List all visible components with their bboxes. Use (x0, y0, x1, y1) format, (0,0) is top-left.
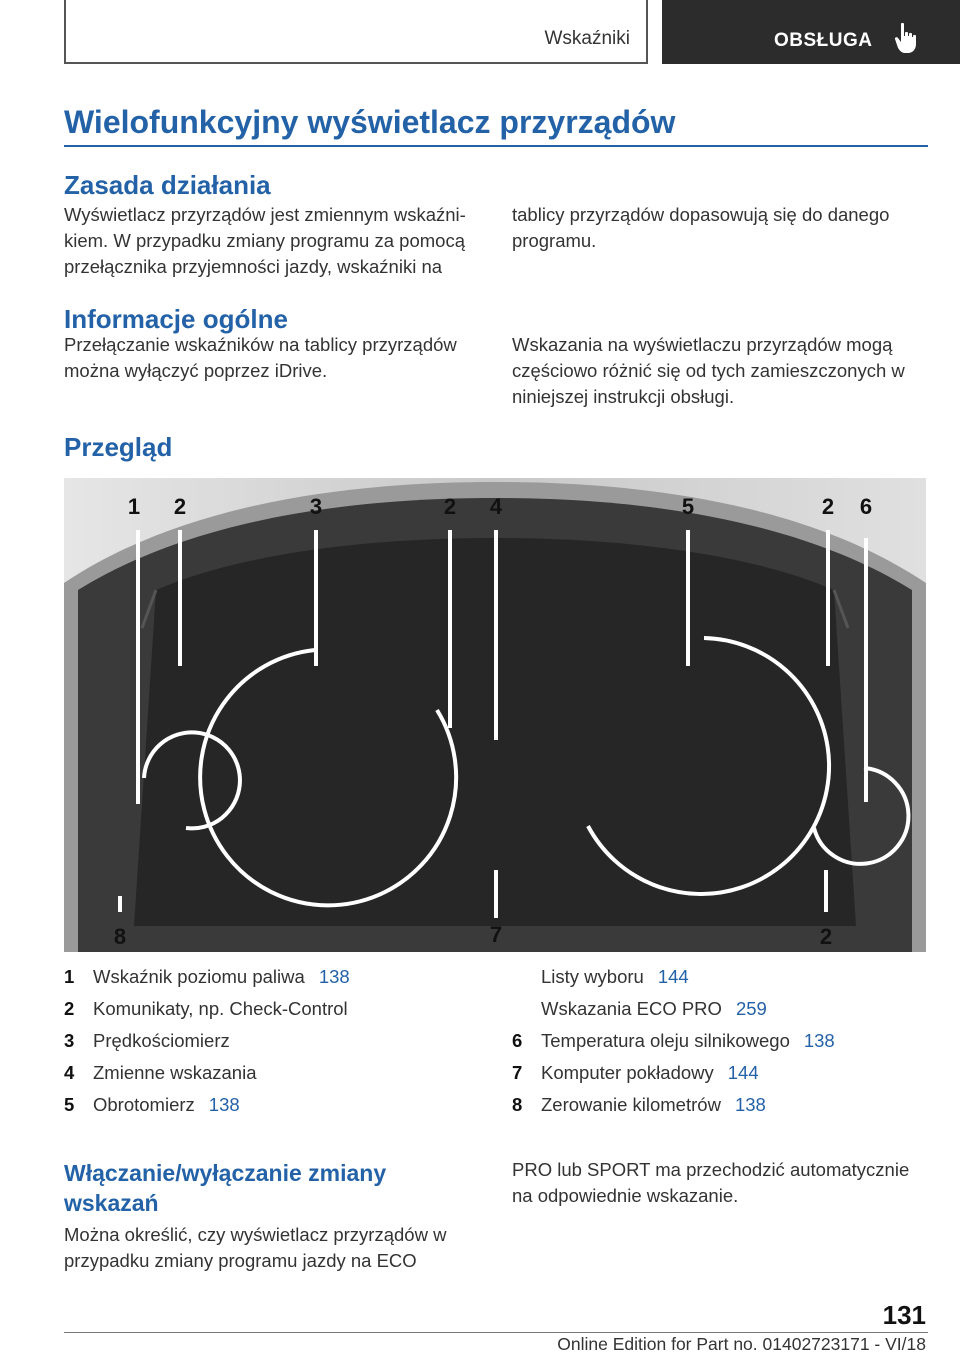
header-section-box (64, 0, 648, 64)
callout-label-3: 3 (309, 494, 323, 519)
legend-number: 7 (512, 1062, 523, 1083)
legend-number: 8 (512, 1094, 523, 1115)
legend-text: Komunikaty, np. Check-Control (93, 998, 348, 1019)
legend-number: 5 (64, 1094, 75, 1115)
paragraph-zasada-right: tablicy przyrządów dopasowują się do danego programu. (512, 204, 890, 251)
paragraph-zasada-left: Wyświetlacz przyrządów jest zmiennym wskaźni-kiem. W przypadku zmiany programu za pomocą przełącznika przyjemności jazdy, wskaźniki na (64, 204, 466, 277)
header-chapter-label: OBSŁUGA (774, 30, 873, 51)
paragraph-informacje-left: Przełączanie wskaźników na tablicy przyrządów można wyłączyć poprzez iDrive. (64, 334, 457, 381)
legend-number: 2 (64, 998, 75, 1019)
page-reference-link[interactable]: 138 (803, 1030, 835, 1051)
heading-informacje-ogolne: Informacje ogólne (64, 304, 288, 334)
legend-item (512, 1089, 928, 1121)
legend-list-right (512, 961, 928, 1121)
legend-text: Temperatura oleju silnikowego (541, 1030, 790, 1051)
legend-item (64, 1089, 484, 1121)
legend-text: Prędkościomierz (93, 1030, 230, 1051)
page-reference-link[interactable]: 138 (318, 966, 350, 987)
paragraph-informacje-right: Wskazania na wyświetlaczu przyrządów mogą częściowo różnić się od tych zamieszczonych w niniejszej instrukcji obsługi. (512, 334, 905, 407)
legend-text: Wskazania ECO PRO (541, 998, 722, 1019)
page-reference-link[interactable]: 144 (657, 966, 689, 987)
callout-label-6: 6 (859, 494, 873, 519)
callout-label-1: 1 (127, 494, 141, 519)
legend-item (512, 961, 928, 993)
page-reference-link[interactable]: 144 (727, 1062, 759, 1083)
page-title: Wielofunkcyjny wyświetlacz przyrządów (64, 104, 676, 140)
instrument-cluster-illustration (64, 478, 926, 952)
callout-label-8: 8 (113, 924, 127, 949)
callout-label-4: 4 (489, 494, 503, 519)
heading-wlaczanie-wylaczanie: Włączanie/wyłączanie zmiany wskazań (64, 1160, 387, 1216)
paragraph-wlaczanie-left: Można określić, czy wyświetlacz przyrządów w przypadku zmiany programu jazdy na ECO (64, 1224, 447, 1271)
header-chapter-tab[interactable] (662, 0, 960, 64)
legend-text: Zerowanie kilometrów (541, 1094, 721, 1115)
legend-item (64, 993, 484, 1025)
legend-item (64, 961, 484, 993)
legend-number: 3 (64, 1030, 75, 1051)
legend-text: Listy wyboru (541, 966, 644, 987)
callout-label-5: 5 (681, 494, 695, 519)
callout-label-7: 7 (489, 922, 503, 947)
callout-label-2-top-left: 2 (173, 494, 187, 519)
legend-item (512, 993, 928, 1025)
callout-label-2-top-right: 2 (821, 494, 835, 519)
title-divider (64, 145, 928, 147)
callout-label-2-top-center: 2 (443, 494, 457, 519)
legend-text: Komputer pokładowy (541, 1062, 714, 1083)
footer-divider (64, 1332, 928, 1333)
legend-list-left (64, 961, 484, 1121)
legend-item (512, 1057, 928, 1089)
heading-zasada-dzialania: Zasada działania (64, 170, 271, 200)
heading-przeglad: Przegląd (64, 432, 173, 462)
page-reference-link[interactable]: 138 (208, 1094, 240, 1115)
legend-item (64, 1057, 484, 1089)
legend-text: Obrotomierz (93, 1094, 195, 1115)
legend-number: 6 (512, 1030, 523, 1051)
legend-text: Wskaźnik poziomu paliwa (93, 966, 305, 987)
page-reference-link[interactable]: 259 (735, 998, 767, 1019)
callout-label-2-bottom-right: 2 (819, 924, 833, 949)
legend-number: 1 (64, 966, 75, 987)
page-reference-link[interactable]: 138 (734, 1094, 766, 1115)
legend-number: 4 (64, 1062, 75, 1083)
legend-item (512, 1025, 928, 1057)
header-section-label: Wskaźniki (544, 28, 630, 49)
page-number: 131 (882, 1300, 926, 1330)
paragraph-wlaczanie-right: PRO lub SPORT ma przechodzić automatycznie na odpowiednie wskazanie. (512, 1159, 910, 1206)
footer-edition: Online Edition for Part no. 01402723171 - VI/18 (557, 1334, 926, 1354)
pointing-hand-icon (894, 22, 920, 54)
legend-item (64, 1025, 484, 1057)
legend-text: Zmienne wskazania (93, 1062, 257, 1083)
